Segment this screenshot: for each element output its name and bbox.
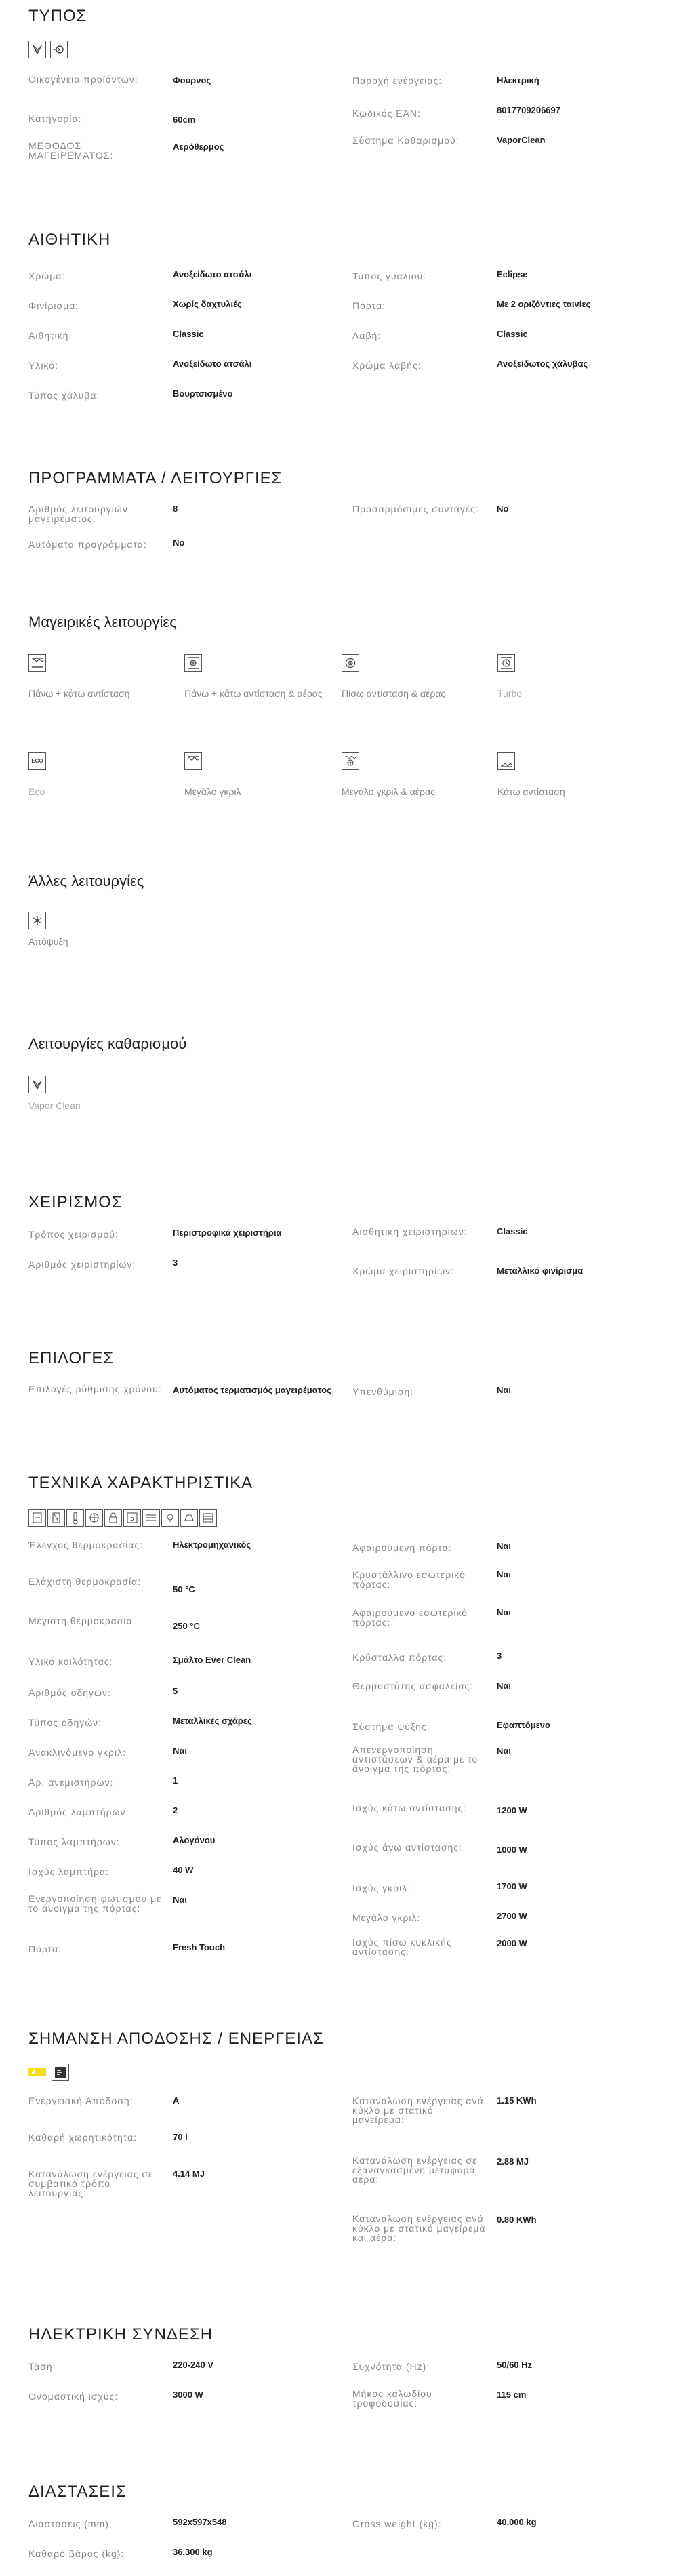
spec-value: 0.80 KWh xyxy=(497,2215,537,2225)
spec-value: Fresh Touch xyxy=(173,1942,226,1952)
spec-label: Υλικό κοιλότητας: xyxy=(28,1656,113,1667)
spec-value: 2700 W xyxy=(497,1911,527,1921)
spec-label: Αιθητική: xyxy=(28,330,73,341)
vapor-clean-icon xyxy=(28,1076,46,1093)
spec-label: Κρυστάλλινο εσωτερικό πόρτας: xyxy=(352,1569,466,1590)
type-title: ΤΥΠΟΣ xyxy=(28,7,87,25)
programs-title: ΠΡΟΓΡΑΜΜΑΤΑ / ΛΕΙΤΟΥΡΓΙΕΣ xyxy=(28,469,283,487)
spec-value: 60cm xyxy=(173,115,196,125)
thermostat-icon xyxy=(66,1509,84,1527)
spec-value: 36.300 kg xyxy=(173,2547,213,2557)
spec-value: Ηλεκτρική xyxy=(497,75,539,85)
top-bottom-fan-icon xyxy=(184,654,202,672)
spec-value: Ανοξείδωτος χάλυβας xyxy=(497,359,588,369)
aesthetics-section xyxy=(28,230,679,401)
spec-label: Θερμοστάτης ασφαλείας: xyxy=(352,1681,473,1691)
door-glass-icon xyxy=(47,1509,65,1527)
spec-value: 5 xyxy=(173,1686,178,1696)
energy-label-icon xyxy=(52,2064,69,2081)
eco-icon-label: ECO xyxy=(31,758,43,764)
electrical-section xyxy=(28,2325,679,2409)
spec-label: Κατανάλωση ενέργειας ανά κύκλο με στατικό μαγείρεμα και αέρα: xyxy=(352,2213,486,2243)
spec-label: Χρώμα λαβής: xyxy=(352,360,422,371)
type-icons xyxy=(28,41,68,58)
cooking-functions-title: Μαγειρικές λειτουργίες xyxy=(28,613,177,630)
function-name: Μεγάλο γκριλ & αέρας xyxy=(342,786,435,797)
spec-value: Ναι xyxy=(497,1681,511,1691)
cleaning-functions-section xyxy=(28,1035,679,1111)
function-name: Turbo xyxy=(497,688,523,699)
energy-section xyxy=(28,2030,679,2243)
spec-value: 1700 W xyxy=(497,1881,527,1891)
spec-label: Καθαρή χωρητικότητα: xyxy=(28,2132,138,2143)
function-item xyxy=(342,752,491,801)
spec-label: Πόρτα: xyxy=(28,1944,62,1954)
spec-label: Μήκος καλωδίου τροφοδοσίας: xyxy=(352,2388,432,2409)
spec-value: Classic xyxy=(497,1226,528,1236)
spec-value: 1200 W xyxy=(497,1805,527,1815)
top-bottom-heat-icon xyxy=(28,654,46,672)
spec-value: 1000 W xyxy=(497,1845,527,1855)
electrical-title: ΗΛΕΚΤΡΙΚΗ ΣΥΝΔΕΣΗ xyxy=(28,2325,213,2343)
spec-label: Υπενθύμιση: xyxy=(352,1386,414,1397)
defrost-icon xyxy=(28,912,46,929)
spec-value: Ναι xyxy=(497,1607,511,1617)
energy-badges xyxy=(28,2064,69,2081)
spec-label: Σύστημα Καθαρισμού: xyxy=(352,135,460,146)
function-name: Πάνω + κάτω αντίσταση & αέρας xyxy=(184,688,323,699)
spec-value: 592x597x548 xyxy=(173,2517,227,2527)
spec-value: 250 °C xyxy=(173,1621,200,1631)
spec-value: No xyxy=(173,538,185,548)
spec-value: Αλογόνου xyxy=(173,1835,216,1845)
spec-value: Ναι xyxy=(497,1385,511,1395)
spec-label: Αριθμός λειτουργιών μαγειρέματος: xyxy=(28,504,128,524)
spec-value: Ναι xyxy=(173,1746,187,1756)
spec-label: Ισχύς πίσω κυκλικής αντίστασης: xyxy=(352,1937,452,1957)
spec-value: 40 W xyxy=(173,1865,194,1875)
spec-value: Ανοξείδωτο ατσάλι xyxy=(173,269,252,279)
door-lock-icon xyxy=(104,1509,122,1527)
spec-label: Χρώμα: xyxy=(28,270,66,281)
spec-value: Ναι xyxy=(497,1541,511,1551)
spec-label: Τύπος γυαλιού: xyxy=(352,270,427,281)
electric-oven-icon xyxy=(50,41,68,58)
dimensions-section xyxy=(28,2482,679,2559)
spec-label: Αριθμός χειριστηρίων: xyxy=(28,1259,136,1270)
spec-value: Ναι xyxy=(173,1895,187,1905)
spec-label: Ισχύς κάτω αντίστασης: xyxy=(352,1803,467,1813)
spec-value: Ηλεκτρομηχανικός xyxy=(173,1539,251,1550)
spec-value: 70 l xyxy=(173,2132,188,2142)
spec-label: Συχνότητα (Hz): xyxy=(352,2361,430,2372)
spec-label: Κρύσταλλα πόρτας: xyxy=(352,1652,447,1663)
function-item xyxy=(28,1076,178,1115)
spec-label: Υλικό: xyxy=(28,360,58,371)
spec-label: Αριθμός οδηγών: xyxy=(28,1687,111,1698)
spec-label: Τύπος οδηγών: xyxy=(28,1717,102,1728)
large-grill-icon xyxy=(184,752,202,770)
spec-value: Αυτόματος τερματισμός μαγειρέματος xyxy=(173,1385,331,1395)
other-functions-section xyxy=(28,872,679,947)
lamp-icon xyxy=(180,1509,198,1527)
function-name: Πίσω αντίσταση & αέρας xyxy=(342,688,446,699)
bottom-heat-icon xyxy=(497,752,515,770)
spec-value: Classic xyxy=(497,329,528,339)
spec-value: Classic xyxy=(173,329,204,339)
spec-label: Κατανάλωση ενέργειας σε συμβατικό τρόπο λειτουργίας: xyxy=(28,2169,154,2198)
grill-rack-icon xyxy=(142,1509,160,1527)
spec-label: Αφαιρούμενη πόρτα: xyxy=(352,1542,452,1553)
spec-label: Διαστάσεις (mm): xyxy=(28,2518,113,2529)
circular-fan-icon xyxy=(342,654,359,672)
spec-value: 8 xyxy=(173,504,178,514)
function-item xyxy=(342,654,491,703)
spec-value: 2 xyxy=(173,1805,178,1815)
spec-value: A xyxy=(173,2095,180,2106)
spec-value: 2.88 MJ xyxy=(497,2156,529,2167)
spec-label: Κωδικός EAN: xyxy=(352,108,421,119)
spec-value: Με 2 οριζόντιες ταινίες xyxy=(497,299,591,309)
technical-section xyxy=(28,1474,679,1957)
function-item xyxy=(497,752,647,801)
function-name: Μεγάλο γκριλ xyxy=(184,786,241,797)
spec-label: Χρώμα χειριστηρίων: xyxy=(352,1266,454,1276)
function-item xyxy=(28,654,178,703)
spec-value: Eclipse xyxy=(497,269,528,279)
controls-title: ΧΕΙΡΙΣΜΟΣ xyxy=(28,1193,123,1211)
spec-label: Ισχύς γκριλ: xyxy=(352,1883,411,1893)
spec-label: Αφαιρούμενο εσωτερικό πόρτας: xyxy=(352,1607,468,1628)
spec-value: 40.000 kg xyxy=(497,2517,537,2527)
cleaning-functions-title: Λειτουργίες καθαρισμού xyxy=(28,1035,187,1052)
function-name: Vapor Clean xyxy=(28,1100,81,1111)
spec-value: Ανοξείδωτο ατσάλι xyxy=(173,359,252,369)
spec-value: Αερόθερμος xyxy=(173,142,224,152)
function-name: Eco xyxy=(28,786,45,797)
spec-value: 3 xyxy=(173,1257,178,1268)
spec-label: Φινίρισμα: xyxy=(28,300,79,311)
spec-value: Περιστροφικά χειριστήρια xyxy=(173,1228,282,1238)
spec-label: Τάση: xyxy=(28,2361,56,2372)
programs-section xyxy=(28,469,679,550)
spec-label: Ισχύς άνω αντίστασης: xyxy=(352,1842,462,1853)
controls-section xyxy=(28,1193,679,1276)
spec-label: Σύστημα ψύξης: xyxy=(352,1721,430,1732)
function-name: Απόψυξη xyxy=(28,936,68,947)
spec-value: Χωρίς δαχτυλιές xyxy=(173,299,242,309)
other-functions-title: Άλλες λειτουργίες xyxy=(28,872,144,889)
function-item xyxy=(28,752,178,801)
aesthetics-title: ΑΙΘΗΤΙΚΗ xyxy=(28,230,111,249)
function-item xyxy=(497,654,647,703)
spec-label: Αριθμός λαμπτήρων: xyxy=(28,1807,129,1817)
function-name: Κάτω αντίσταση xyxy=(497,786,565,797)
spec-value: VaporClean xyxy=(497,135,546,145)
spec-value: Φούρνος xyxy=(173,75,211,85)
spec-label: Αισθητική χειριστηρίων: xyxy=(352,1226,468,1237)
spec-label: Ονομαστική ισχύς: xyxy=(28,2391,119,2402)
shelf-level-icon xyxy=(123,1509,141,1527)
spec-label: Τύπος χάλυβα: xyxy=(28,390,100,401)
light-icon xyxy=(161,1509,179,1527)
spec-label: Αυτόματα προγράμματα: xyxy=(28,539,147,550)
spec-label: Έλεγχος θερμοκρασίας: xyxy=(28,1539,143,1550)
spec-value: Σμάλτο Ever Clean xyxy=(173,1655,251,1665)
spec-value: Εφαπτόμενο xyxy=(497,1720,550,1730)
spec-label: Απενεργοποίηση αντιστάσεων & αέρα με το άνοιγμα της πόρτας: xyxy=(352,1744,478,1774)
spec-value: 3 xyxy=(497,1651,502,1661)
spec-value: 2000 W xyxy=(497,1938,527,1948)
function-item xyxy=(184,752,333,801)
cooking-functions-section xyxy=(28,613,679,797)
spec-value: Βουρτσισμένο xyxy=(173,388,233,399)
spec-value: 50 °C xyxy=(173,1584,195,1594)
function-item xyxy=(184,654,333,703)
spec-label: Προσαρμόσιμες συνταγές: xyxy=(352,504,479,515)
function-item xyxy=(28,912,178,951)
spec-value: 1.15 KWh xyxy=(497,2095,537,2106)
spec-value: 115 cm xyxy=(497,2390,527,2400)
spec-label: Ενεργειακή Απόδοση: xyxy=(28,2095,134,2106)
spec-value: 4.14 MJ xyxy=(173,2169,205,2179)
spec-label: Κατηγορία: xyxy=(28,113,82,124)
spec-label: Ενεργοποίηση φωτισμού με το άνοιγμα της πόρτας: xyxy=(28,1893,162,1914)
spec-label: Πόρτα: xyxy=(352,300,386,311)
spec-value: 3000 W xyxy=(173,2390,203,2400)
spec-label: Τρόπος χειρισμού: xyxy=(28,1229,119,1240)
oven-cavity-icon xyxy=(199,1509,217,1527)
vapor-clean-icon xyxy=(28,41,46,58)
spec-label: Gross weight (kg): xyxy=(352,2518,442,2529)
spec-label: Τύπος λαμπτήρων: xyxy=(28,1836,120,1847)
spec-label: Λαβή: xyxy=(352,330,382,341)
spec-value: 50/60 Hz xyxy=(497,2360,533,2370)
spec-value: Μεταλλικό φινίρισμα xyxy=(497,1266,584,1276)
spec-value: Ναι xyxy=(497,1569,511,1579)
options-section xyxy=(28,1349,679,1397)
cooling-fan-icon xyxy=(85,1509,103,1527)
spec-label: Μέγιστη θερμοκρασία: xyxy=(28,1615,136,1626)
technical-icons xyxy=(28,1509,217,1527)
large-grill-fan-icon xyxy=(342,752,359,770)
spec-value: 8017709206697 xyxy=(497,105,560,115)
spec-label: Μεγάλο γκριλ: xyxy=(352,1912,421,1923)
spec-label: Κατανάλωση ενέργειας σε εξαναγκασμένη μεταφορά αέρα: xyxy=(352,2155,478,2185)
spec-label: Επιλογές ρύθμισης χρόνου: xyxy=(28,1384,162,1394)
function-name: Πάνω + κάτω αντίσταση xyxy=(28,688,130,699)
spec-label: Κατανάλωση ενέργειας ανά κύκλο με στατικό μαγείρεμα: xyxy=(352,2095,484,2125)
energy-class-badge xyxy=(28,2068,46,2076)
spec-label: Ελάχιστη θερμοκρασία: xyxy=(28,1576,142,1587)
spec-value: 1 xyxy=(173,1775,178,1786)
energy-class-letter: A xyxy=(31,2069,36,2076)
dimensions-title: ΔΙΑΣΤΑΣΕΙΣ xyxy=(28,2482,127,2501)
spec-label: ΜΕΘΟΔΟΣ ΜΑΓΕΙΡΕΜΑΤΟΣ: xyxy=(28,140,114,161)
spec-label: Αρ. ανεμιστήρων: xyxy=(28,1777,114,1788)
spec-label: Παροχή ενέργειας: xyxy=(352,75,443,86)
spec-value: Μεταλλικές σχάρες xyxy=(173,1716,252,1726)
svg-text:5: 5 xyxy=(129,1515,135,1523)
spec-label: Ισχύς λαμπτήρα: xyxy=(28,1866,110,1877)
spec-value: No xyxy=(497,504,509,514)
energy-title: ΣΗΜΑΝΣΗ ΑΠΟΔΟΣΗΣ / ΕΝΕΡΓΕΙΑΣ xyxy=(28,2030,324,2048)
spec-label: Καθαρό βάρος (kg): xyxy=(28,2548,125,2559)
removable-door-icon xyxy=(28,1509,46,1527)
technical-title: ΤΕΧΝΙΚΑ ΧΑΡΑΚΤΗΡΙΣΤΙΚΑ xyxy=(28,1474,253,1492)
spec-value: 220-240 V xyxy=(173,2360,213,2370)
eco-icon xyxy=(28,752,46,770)
spec-value: Ναι xyxy=(497,1746,511,1756)
spec-label: Οικογένεια προϊόντων: xyxy=(28,74,138,85)
turbo-icon xyxy=(497,654,515,672)
options-title: ΕΠΙΛΟΓΕΣ xyxy=(28,1349,115,1367)
spec-label: Ανακλινόμενο γκριλ: xyxy=(28,1747,127,1758)
